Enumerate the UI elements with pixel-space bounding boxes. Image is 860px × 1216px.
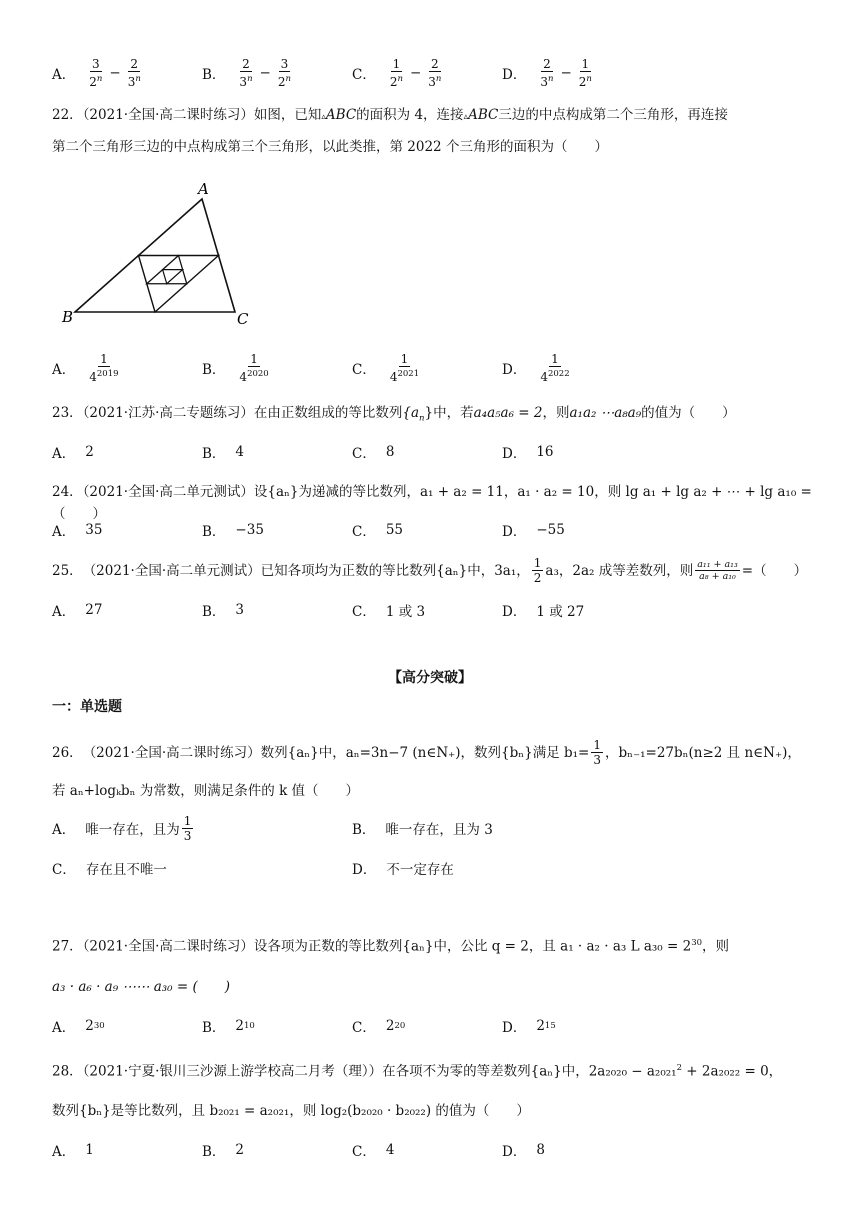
q23-option-b[interactable]: B． 4 [202, 444, 245, 462]
q24-option-b[interactable]: B． −35 [202, 522, 264, 540]
q26-stem-line2: 若 aₙ+logₖbₙ 为常数，则满足条件的 k 值（ ） [52, 783, 360, 799]
q21-option-c[interactable]: C． $\frac{1}{2^n}$ − $\frac{2}{3^n}$ [352, 57, 442, 89]
q22-option-d[interactable]: D． $\frac{1}{4^{2022}}$ [502, 352, 570, 384]
q22-option-b[interactable]: B． $\frac{1}{4^{2020}}$ [202, 352, 269, 384]
q24-options [52, 512, 820, 548]
q27-options [52, 1008, 820, 1044]
q23-options [52, 434, 820, 470]
q24-stem: 24．（2021·全国·高二单元测试）设{aₙ}为递减的等比数列，a₁ + a₂ = 11，a₁ · a₂ = 10，则 lg a₁ + lg a₂ + ⋯ + lg a₁₀ =（ ） [52, 484, 812, 522]
q27-option-b[interactable]: B． 2 10 [202, 1018, 255, 1036]
q21-option-a[interactable]: A． $\frac{3}{2^n}$ − $\frac{2}{3^n}$ [52, 57, 141, 89]
q22-option-c[interactable]: C． $\frac{1}{4^{2021}}$ [352, 352, 420, 384]
section-subtitle: 一：单选题 [52, 699, 122, 715]
q26-option-d[interactable]: D． 不一定存在 [352, 862, 454, 878]
q24-option-d[interactable]: D． −55 [502, 522, 565, 540]
q26-option-a[interactable]: A． 唯一存在，且为 $\frac{1}{3}$ [52, 813, 192, 843]
q27-option-c[interactable]: C． 2 20 [352, 1018, 406, 1036]
q28-option-a[interactable]: A． 1 [52, 1142, 94, 1160]
triangle-4 [163, 270, 183, 284]
q28-options [52, 1132, 820, 1168]
q21-options [52, 55, 820, 91]
q28-option-d[interactable]: D． 8 [502, 1142, 545, 1160]
q28-stem-line2: 数列{bₙ}是等比数列，且 b₂₀₂₁ = a₂₀₂₁，则 log₂(b₂₀₂₀ · b₂₀₂₂) 的值为（ ） [52, 1103, 530, 1119]
q22-stem-line2: 第二个三角形三边的中点构成第三个三角形，以此类推，第 2022 个三角形的面积为（ ） [52, 139, 608, 155]
q26-options-row2 [52, 850, 820, 886]
q22-nested-triangles-figure [60, 178, 260, 328]
q26-option-b[interactable]: B． 唯一存在，且为 3 [352, 822, 493, 838]
q23-option-d[interactable]: D． 16 [502, 444, 554, 462]
q28-option-b[interactable]: B． 2 [202, 1142, 245, 1160]
q24-option-a[interactable]: A． 35 [52, 522, 103, 540]
q22-option-a[interactable]: A． $\frac{1}{4^{2019}}$ [52, 352, 119, 384]
q22-options [52, 350, 820, 386]
q22-stem-line1: 22．（2021·全国·高二课时练习）如图，已知▵ABC的面积为 4，连接▵ABC三边的中点构成第二个三角形，再连接 [52, 107, 728, 123]
q23-stem: 23．（2021·江苏·高二专题练习）在由正数组成的等比数列$\{a_n\}$中，若a₄a₅a₆ = 2，则a₁a₂ ⋯a₈a₉的值为（ ） [52, 405, 736, 424]
q26-option-c[interactable]: C． 存在且不唯一 [52, 862, 167, 878]
q28-stem-line1: 28．（2021·宁夏·银川三沙源上游学校高二月考（理））在各项不为零的等差数列{aₙ}中，2a₂₀₂₀ − a₂₀₂₁$^2$ + 2a₂₀₂₂ = 0， [52, 1063, 783, 1080]
section-title: 【高分突破】 [388, 670, 472, 686]
q24-option-c[interactable]: C． 55 [352, 522, 404, 540]
q23-option-c[interactable]: C． 8 [352, 444, 395, 462]
q25-option-b[interactable]: B． 3 [202, 602, 245, 620]
vertex-a-label: A [198, 180, 209, 198]
q21-option-b[interactable]: B． $\frac{2}{3^n}$ − $\frac{3}{2^n}$ [202, 57, 291, 89]
q23-option-a[interactable]: A． 2 [52, 444, 94, 462]
q25-options [52, 592, 820, 628]
q25-option-d[interactable]: D． 1 或 27 [502, 604, 585, 620]
q25-option-a[interactable]: A． 27 [52, 602, 103, 620]
q21-option-d[interactable]: D． $\frac{2}{3^n}$ − $\frac{1}{2^n}$ [502, 57, 592, 89]
q28-option-c[interactable]: C． 4 [352, 1142, 395, 1160]
q27-option-a[interactable]: A． 2 30 [52, 1018, 105, 1036]
q25-option-c[interactable]: C． 1 或 3 [352, 604, 426, 620]
q27-stem-line2: a₃ · a₆ · a₉ ⋯⋯ a₃₀ = ( ) [52, 979, 231, 995]
vertex-b-label: B [62, 308, 74, 326]
q26-stem-line1: 26． （2021·全国·高二课时练习） 数列{aₙ}中，aₙ=3n−7 (n∈N₊)，数列{bₙ}满足 b₁= $\frac{1}{3}$ ，bₙ₋₁=27bₙ(n≥2 且 n∈N₊)， [52, 738, 801, 767]
vertex-c-label: C [237, 310, 249, 328]
q25-stem: 25． （2021·全国·高二单元测试） 已知各项均为正数的等比数列{aₙ}中，3a₁， $\frac{1}{2}$ a₃，2a₂ 成等差数列，则 $\frac{\text{a₁₁ + a₁₃}}{\text{a₈ + a₁₀}}$ =（ ） [52, 556, 808, 585]
q26-options-row1 [52, 810, 820, 846]
q27-option-d[interactable]: D． 2 15 [502, 1018, 556, 1036]
q27-stem-line1: 27．（2021·全国·高二课时练习）设各项为正数的等比数列{aₙ}中，公比 q = 2，且 a₁ · a₂ · a₃ L $a_{30} = 2^{30}$，则 [52, 938, 730, 955]
